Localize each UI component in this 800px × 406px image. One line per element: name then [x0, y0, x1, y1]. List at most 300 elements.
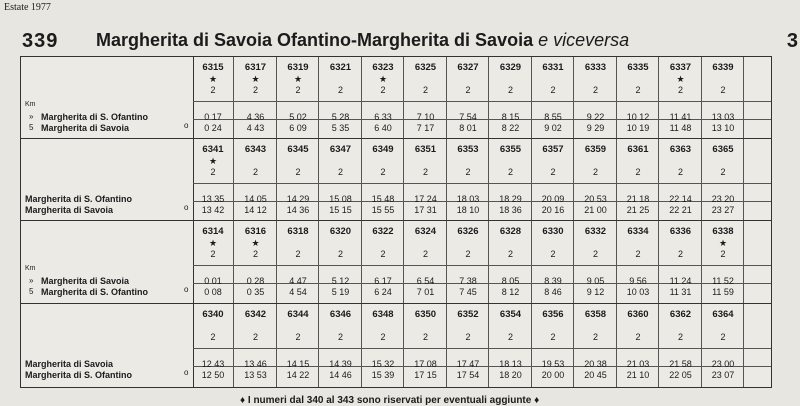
class-number: 2 — [295, 249, 301, 259]
train-number: 6351 — [414, 144, 437, 155]
star-icon: ★ — [676, 74, 685, 84]
column-divider — [658, 139, 659, 222]
time-cell: 4 54 — [289, 287, 307, 297]
star-icon: ★ — [251, 238, 260, 248]
class-number: 2 — [337, 167, 343, 177]
star-icon: ★ — [208, 156, 218, 166]
column-divider — [361, 57, 362, 140]
train-number: 6343 — [244, 144, 267, 155]
column-divider — [616, 304, 617, 387]
time-cell: 14 39 — [329, 359, 352, 369]
time-cell: 7 54 — [459, 112, 477, 122]
column-divider — [488, 221, 489, 304]
time-cell: 7 38 — [459, 276, 477, 286]
page-number-cut: 3 — [786, 30, 798, 52]
time-cell: 8 15 — [501, 112, 520, 122]
train-number: 6314 — [202, 226, 224, 237]
class-number: 2 — [677, 249, 683, 259]
time-cell: 20 09 — [541, 194, 565, 204]
time-cell: 0 35 — [246, 287, 265, 297]
time-cell: 21 00 — [584, 205, 607, 215]
time-cell: 21 03 — [626, 359, 650, 369]
class-number: 2 — [465, 85, 471, 95]
train-number: 6319 — [287, 62, 309, 73]
train-number: 6330 — [542, 226, 564, 237]
train-number: 6341 — [202, 144, 224, 155]
time-cell: 21 10 — [626, 370, 650, 380]
time-cell: 13 35 — [201, 194, 225, 204]
column-divider — [658, 221, 659, 304]
km-value: » — [29, 112, 34, 121]
class-number: 2 — [252, 332, 258, 342]
time-cell: 17 54 — [456, 370, 480, 380]
time-cell: 14 15 — [286, 359, 310, 369]
class-number: 2 — [677, 332, 683, 342]
column-divider — [446, 139, 447, 222]
time-cell: 15 48 — [371, 194, 395, 204]
train-number: 6340 — [202, 309, 224, 320]
time-cell: 8 05 — [501, 276, 520, 286]
label-column-divider — [193, 57, 194, 140]
station-marker-icon: o — [184, 285, 189, 294]
column-divider — [276, 57, 277, 140]
time-cell: 11 41 — [669, 112, 692, 122]
class-number: 2 — [720, 85, 726, 95]
class-number: 2 — [252, 85, 258, 95]
train-number: 6335 — [627, 62, 649, 73]
class-number: 2 — [677, 85, 683, 95]
train-number: 6361 — [627, 144, 649, 155]
time-cell: 17 15 — [414, 370, 437, 380]
class-number: 2 — [507, 167, 513, 177]
class-number: 2 — [380, 332, 386, 342]
train-number: 6339 — [712, 62, 734, 73]
train-number: 6345 — [287, 144, 309, 155]
column-divider — [233, 57, 234, 140]
time-cell: 5 28 — [331, 112, 350, 122]
column-divider — [403, 221, 404, 304]
time-cell: 11 31 — [669, 287, 692, 297]
train-number: 6356 — [542, 309, 564, 320]
class-number: 2 — [337, 249, 343, 259]
station-marker-icon: o — [184, 203, 189, 212]
time-cell: 21 58 — [669, 359, 692, 369]
time-cell: 20 16 — [541, 205, 565, 215]
class-number: 2 — [295, 332, 301, 342]
time-cell: 11 48 — [669, 123, 692, 133]
class-number: 2 — [465, 249, 471, 259]
time-cell: 7 17 — [416, 123, 435, 133]
time-cell: 14 22 — [286, 370, 310, 380]
star-icon: ★ — [251, 74, 260, 84]
time-cell: 14 12 — [244, 205, 267, 215]
timetable-block — [20, 220, 772, 305]
km-value: 5 — [29, 287, 34, 296]
train-number: 6323 — [372, 62, 394, 73]
time-cell: 6 54 — [416, 276, 435, 286]
time-cell: 6 40 — [374, 123, 392, 133]
time-cell: 21 25 — [626, 205, 650, 215]
class-number: 2 — [337, 85, 343, 95]
time-cell: 19 53 — [541, 359, 565, 369]
time-cell: 12 43 — [201, 359, 225, 369]
time-cell: 0 01 — [204, 276, 222, 286]
timetable-block — [20, 138, 772, 223]
time-cell: 0 08 — [204, 287, 222, 297]
label-column-divider — [193, 139, 194, 222]
time-cell: 17 47 — [456, 359, 480, 369]
station-name: Margherita di Savoia — [41, 123, 130, 133]
class-number: 2 — [635, 85, 641, 95]
time-cell: 12 50 — [201, 370, 225, 380]
time-cell: 22 05 — [669, 370, 692, 380]
time-cell: 18 20 — [499, 370, 522, 380]
class-number: 2 — [720, 167, 726, 177]
train-number: 6337 — [669, 62, 692, 73]
footnote: ♦ I numeri dal 340 al 343 sono riservati per eventuali aggiunte ♦ — [240, 395, 540, 406]
time-cell: 8 01 — [459, 123, 477, 133]
row-divider — [193, 183, 771, 184]
time-cell: 14 46 — [329, 370, 352, 380]
time-cell: 11 24 — [669, 276, 692, 286]
column-divider — [318, 221, 319, 304]
class-number: 2 — [507, 249, 513, 259]
time-cell: 0 24 — [204, 123, 222, 133]
time-cell: 0 17 — [204, 112, 222, 122]
train-number: 6342 — [244, 309, 267, 320]
time-cell: 10 03 — [626, 287, 650, 297]
timetable-header — [22, 30, 800, 54]
column-divider — [361, 221, 362, 304]
train-number: 6316 — [244, 226, 267, 237]
time-cell: 6 33 — [374, 112, 392, 122]
time-cell: 9 02 — [544, 123, 562, 133]
time-cell: 23 20 — [711, 194, 735, 204]
time-cell: 18 10 — [456, 205, 480, 215]
time-cell: 22 21 — [669, 205, 692, 215]
time-cell: 18 29 — [499, 194, 522, 204]
time-cell: 9 12 — [586, 287, 605, 297]
column-divider — [233, 304, 234, 387]
time-cell: 17 24 — [414, 194, 437, 204]
class-number: 2 — [720, 332, 726, 342]
train-number: 6352 — [457, 309, 479, 320]
time-cell: 10 19 — [626, 123, 650, 133]
time-cell: 7 45 — [459, 287, 477, 297]
column-divider — [276, 139, 277, 222]
row-divider — [193, 101, 771, 102]
class-number: 2 — [380, 167, 386, 177]
time-cell: 23 00 — [711, 359, 735, 369]
time-cell: 20 00 — [541, 370, 565, 380]
train-number: 6331 — [542, 62, 564, 73]
column-divider — [446, 221, 447, 304]
class-number: 2 — [635, 332, 641, 342]
time-cell: 15 55 — [371, 205, 395, 215]
column-divider — [573, 304, 574, 387]
time-cell: 8 22 — [501, 123, 520, 133]
station-name: Margherita di S. Ofantino — [41, 112, 149, 122]
class-number: 2 — [550, 85, 556, 95]
class-number: 2 — [252, 249, 258, 259]
class-number: 2 — [210, 85, 216, 95]
column-divider — [658, 304, 659, 387]
column-divider — [616, 139, 617, 222]
column-divider — [233, 139, 234, 222]
station-name: Margherita di S. Ofantino — [41, 287, 149, 297]
column-divider — [488, 139, 489, 222]
train-number: 6318 — [287, 226, 309, 237]
train-number: 6363 — [669, 144, 692, 155]
station-name: Margherita di Savoia — [25, 359, 114, 369]
star-icon: ★ — [378, 74, 388, 84]
column-divider — [573, 221, 574, 304]
class-number: 2 — [465, 332, 471, 342]
column-divider — [318, 139, 319, 222]
class-number: 2 — [720, 249, 726, 259]
time-cell: 17 31 — [414, 205, 437, 215]
train-number: 6324 — [414, 226, 437, 237]
edition-label: Estate 1977 — [4, 2, 51, 13]
time-cell: 13 53 — [244, 370, 267, 380]
column-divider — [318, 57, 319, 140]
column-divider — [701, 304, 702, 387]
class-number: 2 — [210, 249, 216, 259]
time-cell: 8 12 — [501, 287, 520, 297]
time-cell: 11 52 — [712, 276, 734, 286]
class-number: 2 — [635, 249, 641, 259]
train-number: 6320 — [329, 226, 352, 237]
column-divider — [488, 304, 489, 387]
class-number: 2 — [550, 249, 556, 259]
star-icon: ★ — [293, 74, 303, 84]
column-divider — [233, 221, 234, 304]
class-number: 2 — [295, 167, 301, 177]
time-cell: 23 07 — [711, 370, 735, 380]
table-number: 339 — [22, 30, 59, 52]
column-divider — [616, 221, 617, 304]
column-divider — [743, 221, 744, 304]
column-divider — [403, 304, 404, 387]
train-number: 6338 — [712, 226, 734, 237]
train-number: 6353 — [457, 144, 479, 155]
column-divider — [446, 304, 447, 387]
time-cell: 6 24 — [374, 287, 392, 297]
column-divider — [318, 304, 319, 387]
time-cell: 18 36 — [499, 205, 522, 215]
column-divider — [743, 304, 744, 387]
time-cell: 4 47 — [289, 276, 307, 286]
station-name: Margherita di S. Ofantino — [25, 194, 133, 204]
time-cell: 13 03 — [711, 112, 735, 122]
column-divider — [573, 57, 574, 140]
train-number: 6317 — [244, 62, 267, 73]
time-cell: 8 39 — [544, 276, 562, 286]
class-number: 2 — [380, 249, 386, 259]
time-cell: 10 12 — [626, 112, 650, 122]
column-divider — [701, 139, 702, 222]
time-cell: 21 18 — [626, 194, 650, 204]
time-cell: 20 53 — [584, 194, 607, 204]
km-value: 5 — [29, 123, 34, 132]
train-number: 6334 — [627, 226, 649, 237]
class-number: 2 — [550, 167, 556, 177]
train-number: 6358 — [584, 309, 607, 320]
train-number: 6325 — [414, 62, 437, 73]
station-marker-icon: o — [184, 368, 189, 377]
timetable-block — [20, 56, 772, 141]
time-cell: 9 22 — [586, 112, 605, 122]
time-cell: 8 55 — [544, 112, 562, 122]
time-cell: 5 02 — [289, 112, 307, 122]
train-number: 6354 — [499, 309, 522, 320]
class-number: 2 — [592, 332, 598, 342]
train-number: 6332 — [584, 226, 607, 237]
time-cell: 14 29 — [286, 194, 310, 204]
time-cell: 13 46 — [244, 359, 267, 369]
time-cell: 20 45 — [584, 370, 607, 380]
train-number: 6350 — [414, 309, 437, 320]
station-marker-icon: o — [184, 121, 189, 130]
time-cell: 13 42 — [201, 205, 225, 215]
train-number: 6333 — [584, 62, 607, 73]
time-cell: 18 03 — [456, 194, 480, 204]
km-header: Km — [25, 265, 36, 272]
star-icon: ★ — [208, 238, 218, 248]
time-cell: 5 19 — [331, 287, 350, 297]
class-number: 2 — [252, 167, 258, 177]
time-cell: 15 15 — [329, 205, 352, 215]
train-number: 6336 — [669, 226, 692, 237]
column-divider — [743, 57, 744, 140]
star-icon: ★ — [208, 74, 218, 84]
train-number: 6360 — [627, 309, 649, 320]
route-title: Margherita di Savoia Ofantino-Margherita di Savoia e viceversa — [96, 30, 630, 50]
star-icon: ★ — [718, 238, 728, 248]
train-number: 6329 — [499, 62, 522, 73]
train-number: 6364 — [712, 309, 734, 320]
class-number: 2 — [592, 167, 598, 177]
train-number: 6326 — [457, 226, 479, 237]
column-divider — [276, 221, 277, 304]
time-cell: 22 14 — [669, 194, 692, 204]
column-divider — [403, 57, 404, 140]
class-number: 2 — [422, 85, 428, 95]
time-cell: 7 01 — [416, 287, 435, 297]
column-divider — [573, 139, 574, 222]
class-number: 2 — [507, 85, 513, 95]
column-divider — [531, 221, 532, 304]
train-number: 6322 — [372, 226, 394, 237]
timetable-block — [20, 303, 772, 388]
time-cell: 6 17 — [374, 276, 392, 286]
column-divider — [531, 57, 532, 140]
train-number: 6348 — [372, 309, 394, 320]
time-cell: 18 13 — [499, 359, 522, 369]
time-cell: 4 36 — [246, 112, 265, 122]
time-cell: 14 05 — [244, 194, 267, 204]
station-name: Margherita di Savoia — [41, 276, 130, 286]
time-cell: 20 38 — [584, 359, 607, 369]
time-cell: 23 27 — [711, 205, 735, 215]
time-cell: 14 36 — [286, 205, 310, 215]
time-cell: 5 12 — [331, 276, 350, 286]
class-number: 2 — [677, 167, 683, 177]
class-number: 2 — [550, 332, 556, 342]
train-number: 6365 — [712, 144, 734, 155]
class-number: 2 — [635, 167, 641, 177]
class-number: 2 — [422, 332, 428, 342]
train-number: 6347 — [329, 144, 352, 155]
class-number: 2 — [210, 332, 216, 342]
station-name: Margherita di S. Ofantino — [25, 370, 133, 380]
column-divider — [276, 304, 277, 387]
train-number: 6355 — [499, 144, 522, 155]
class-number: 2 — [210, 167, 216, 177]
time-cell: 6 09 — [289, 123, 307, 133]
class-number: 2 — [465, 167, 471, 177]
time-cell: 9 05 — [586, 276, 605, 286]
train-number: 6327 — [457, 62, 479, 73]
train-number: 6357 — [542, 144, 564, 155]
time-cell: 5 35 — [331, 123, 350, 133]
time-cell: 11 59 — [712, 287, 734, 297]
time-cell: 9 29 — [586, 123, 605, 133]
class-number: 2 — [380, 85, 386, 95]
class-number: 2 — [422, 167, 428, 177]
class-number: 2 — [592, 85, 598, 95]
route-title-suffix: e viceversa — [538, 30, 630, 50]
column-divider — [531, 304, 532, 387]
column-divider — [701, 57, 702, 140]
row-divider — [193, 348, 771, 349]
km-value: » — [29, 276, 34, 285]
time-cell: 15 39 — [371, 370, 395, 380]
class-number: 2 — [507, 332, 513, 342]
time-cell: 15 32 — [371, 359, 395, 369]
column-divider — [446, 57, 447, 140]
column-divider — [743, 139, 744, 222]
column-divider — [403, 139, 404, 222]
time-cell: 7 10 — [416, 112, 435, 122]
column-divider — [701, 221, 702, 304]
class-number: 2 — [295, 85, 301, 95]
row-divider — [193, 265, 771, 266]
station-name: Margherita di Savoia — [25, 205, 114, 215]
class-number: 2 — [422, 249, 428, 259]
train-number: 6346 — [329, 309, 352, 320]
train-number: 6344 — [287, 309, 309, 320]
label-column-divider — [193, 221, 194, 304]
column-divider — [531, 139, 532, 222]
time-cell: 9 56 — [629, 276, 647, 286]
train-number: 6362 — [669, 309, 692, 320]
km-header: Km — [25, 101, 36, 108]
time-cell: 0 28 — [246, 276, 265, 286]
train-number: 6359 — [584, 144, 607, 155]
train-number: 6328 — [499, 226, 522, 237]
class-number: 2 — [592, 249, 598, 259]
time-cell: 13 10 — [711, 123, 735, 133]
column-divider — [361, 139, 362, 222]
train-number: 6349 — [372, 144, 394, 155]
column-divider — [658, 57, 659, 140]
column-divider — [488, 57, 489, 140]
label-column-divider — [193, 304, 194, 387]
time-cell: 15 08 — [329, 194, 352, 204]
column-divider — [361, 304, 362, 387]
train-number: 6321 — [329, 62, 352, 73]
